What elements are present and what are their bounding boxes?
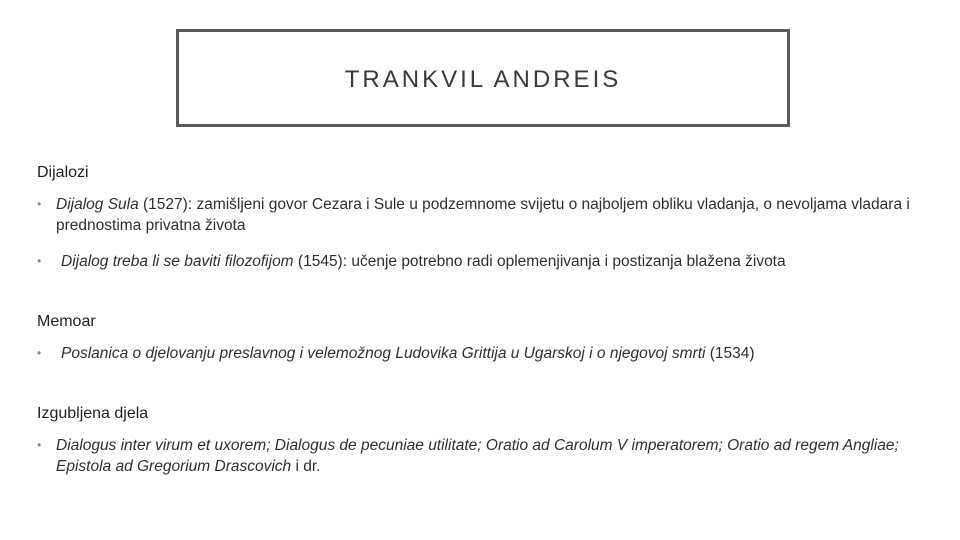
memoar-list — [37, 343, 917, 364]
slide-content — [37, 163, 917, 477]
slide-title: TRANKVIL ANDREIS — [344, 66, 622, 93]
work-title: Dialogus inter virum et uxorem; Dialogus de pecuniae utilitate; Oratio ad Carolum V imperatorem; Oratio ad regem Angliae; Epistola ad Gregorium Drascovich — [56, 437, 899, 475]
work-description: (1545): učenje potrebno radi oplemenjivanja i postizanja blažena života — [293, 253, 786, 270]
work-description: (1534) — [705, 345, 755, 362]
list-item — [37, 343, 917, 364]
work-title: Dijalog treba li se baviti filozofijom — [61, 253, 294, 270]
list-item — [37, 194, 916, 236]
section-heading-izgubljena-djela: Izgubljena djela — [37, 405, 149, 422]
bullet-icon: • — [37, 197, 42, 211]
izgubljena-djela-list — [37, 435, 917, 477]
section-heading-memoar: Memoar — [37, 313, 96, 330]
bullet-icon: • — [37, 254, 42, 268]
section-heading-dijalozi: Dijalozi — [37, 164, 89, 181]
bullet-icon: • — [37, 438, 42, 452]
work-description: i dr. — [291, 458, 321, 475]
dijalozi-list — [37, 194, 917, 272]
work-title: Dijalog Sula — [56, 196, 139, 213]
list-item — [37, 251, 917, 272]
work-title: Poslanica o djelovanju preslavnog i velemožnog Ludovika Grittija u Ugarskoj i o njegovoj smrti — [61, 345, 706, 362]
list-item — [37, 435, 926, 477]
bullet-icon: • — [37, 346, 42, 360]
work-description: (1527): zamišljeni govor Cezara i Sule u podzemnome svijetu o najboljem obliku vladanja, o nevoljama vladara i prednostima privatna života — [56, 196, 910, 234]
title-box — [176, 29, 790, 127]
